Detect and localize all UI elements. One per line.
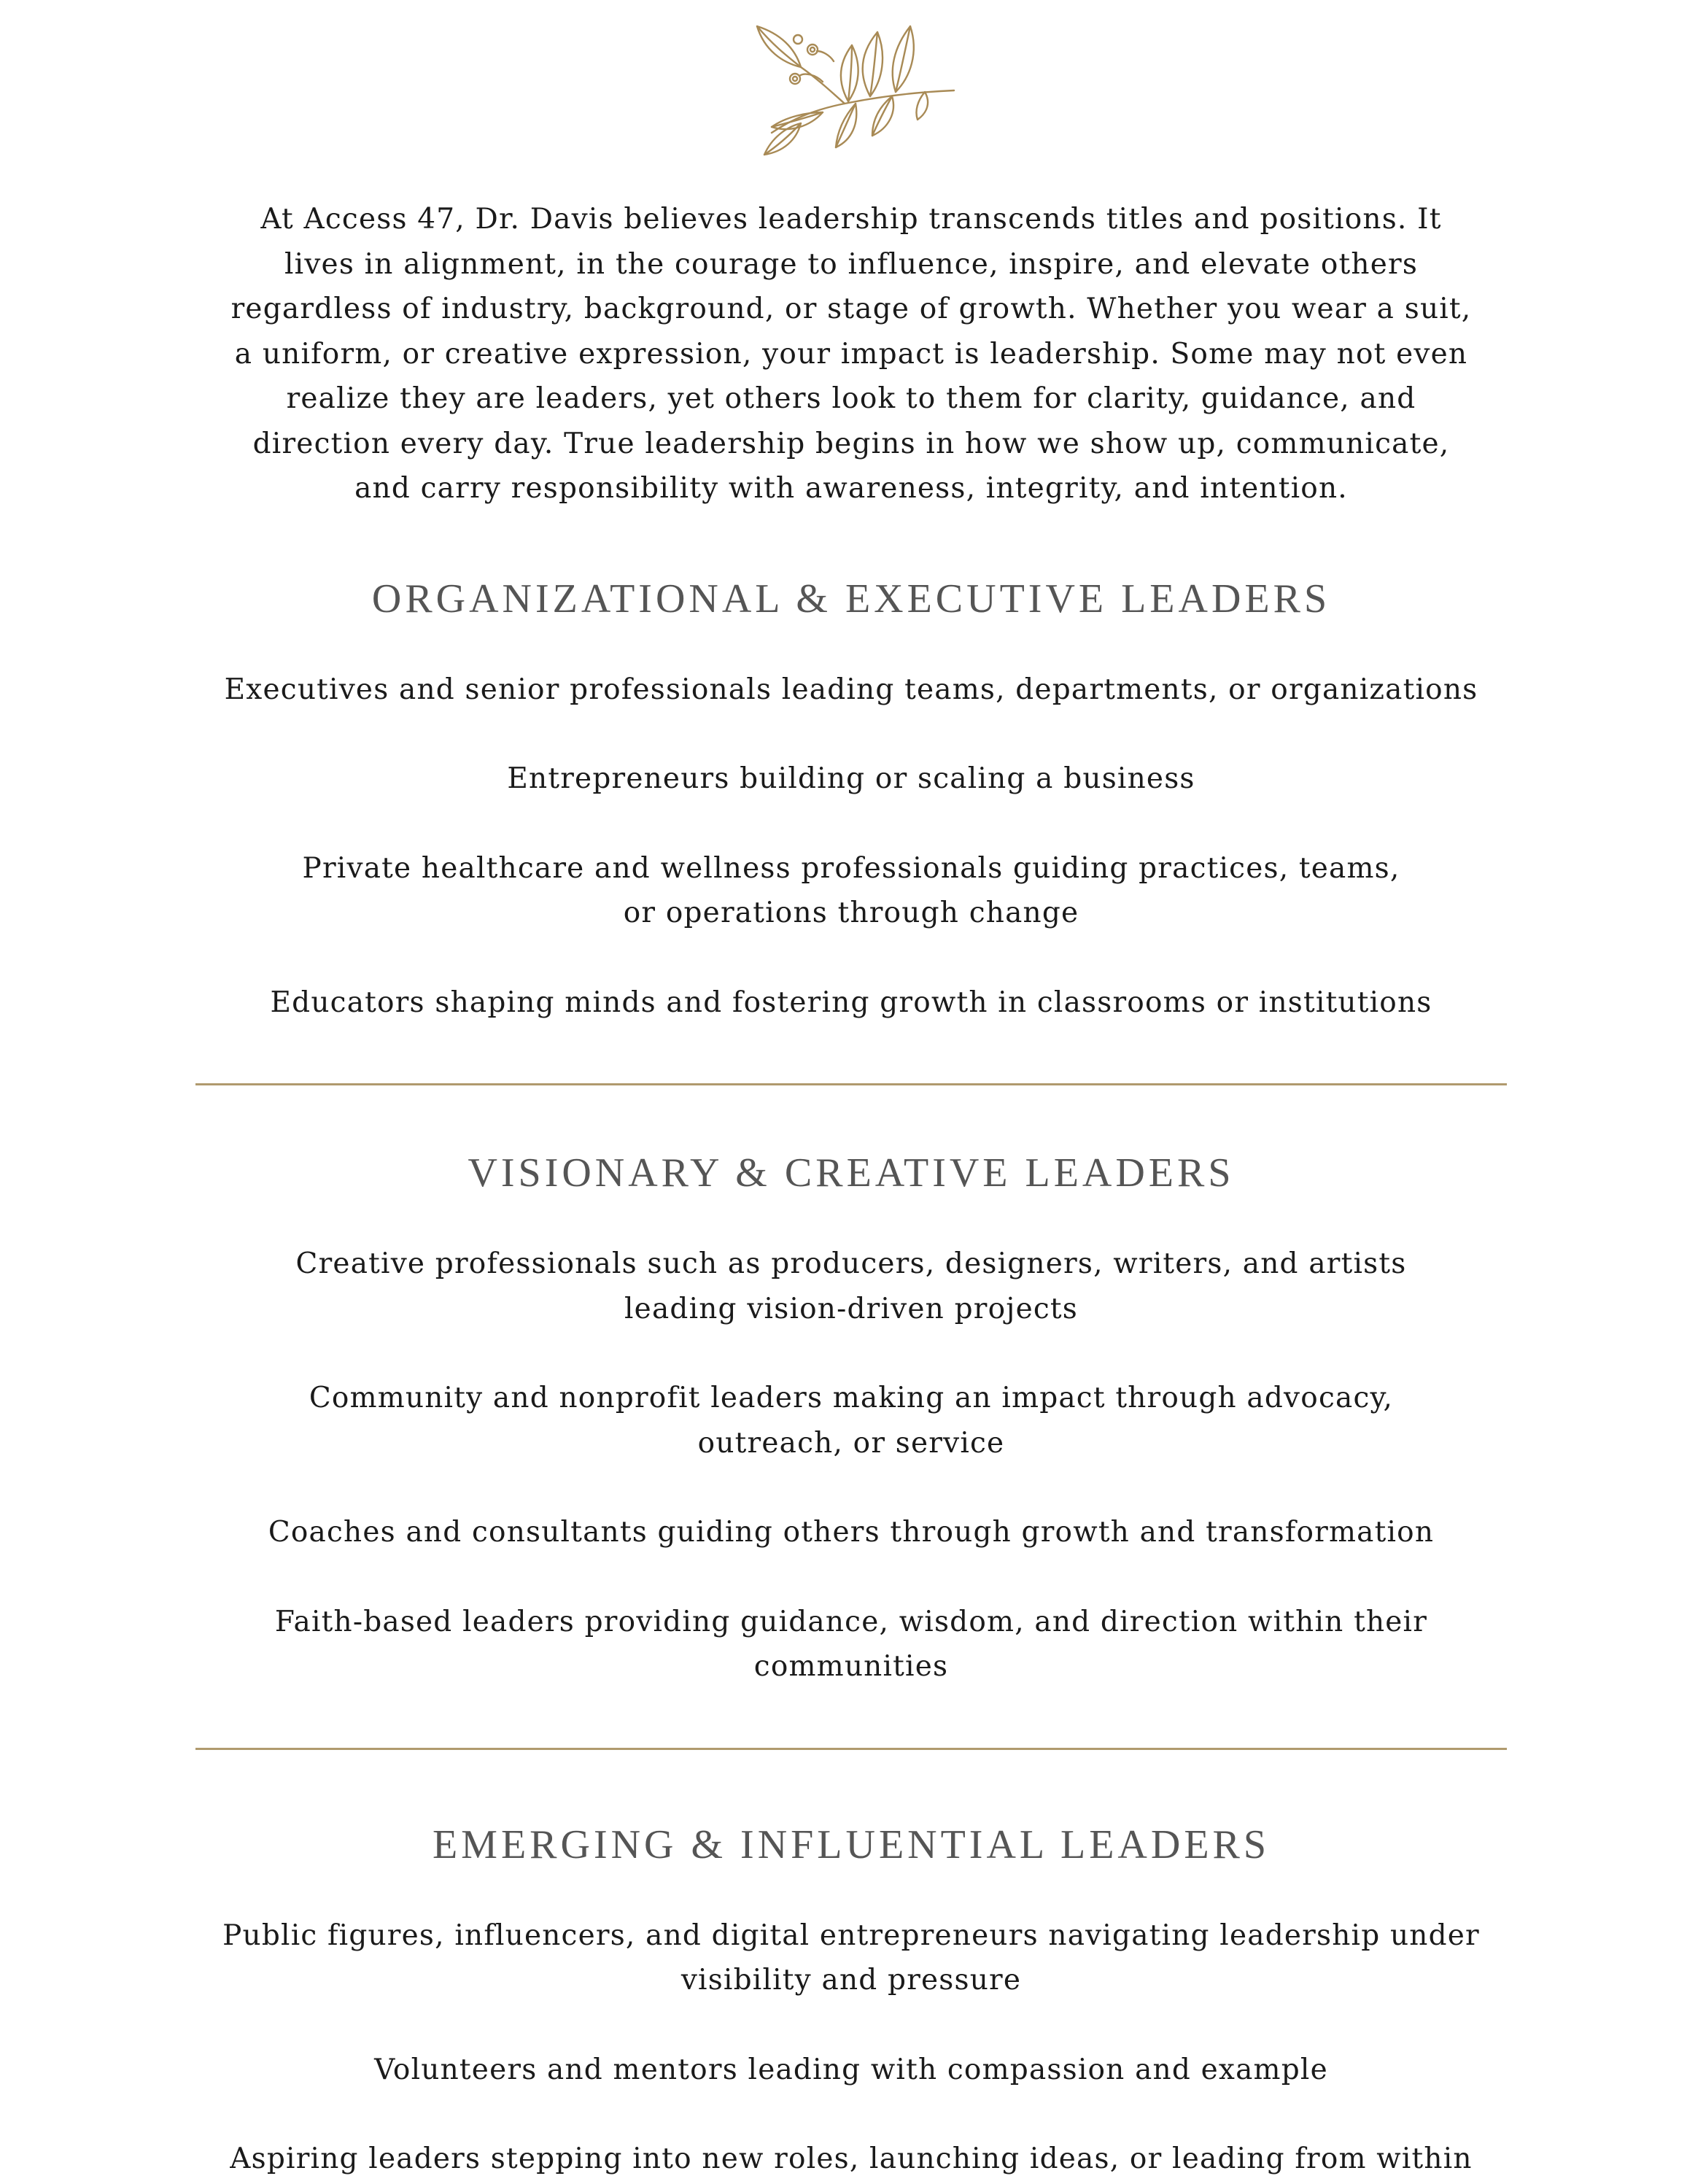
section-title-visionary: VISIONARY & CREATIVE LEADERS (468, 1150, 1235, 1196)
list-item: Creative professionals such as producers, designers, writers, and artists leading vision-driven projects (295, 1247, 1407, 1325)
list-item: Public figures, influencers, and digital entrepreneurs navigating leadership under visibility and pressure (222, 1918, 1480, 1997)
list-item: Executives and senior professionals leading teams, departments, or organizations (224, 673, 1478, 706)
intro-paragraph: At Access 47, Dr. Davis believes leadership transcends titles and positions. It lives in alignment, in the courage to influence, inspire, and elevate others regardless of industry, background, or stage of growth. Whether you wear a suit, a uniform, or creative expression, your impact is leadership. Some may not even realize they are leaders, yet others look to them for clarity, guidance, and direction every day. True leadership begins in how we show up, communicate, and carry responsibility with awareness, integrity, and intention. (230, 203, 1472, 505)
list-item: Private healthcare and wellness professionals guiding practices, teams, or operations through change (302, 851, 1400, 929)
list-item: Entrepreneurs building or scaling a business (507, 762, 1195, 795)
list-item: Aspiring leaders stepping into new roles, launching ideas, or leading from within (230, 2142, 1473, 2175)
olive-branch-icon (713, 10, 961, 156)
list-item: Educators shaping minds and fostering growth in classrooms or institutions (270, 985, 1432, 1019)
list-item: Faith-based leaders providing guidance, wisdom, and direction within their communities (274, 1605, 1428, 1683)
content (195, 197, 1507, 2182)
list-item: Volunteers and mentors leading with compassion and example (374, 2053, 1328, 2086)
section-title-emerging: EMERGING & INFLUENTIAL LEADERS (432, 1821, 1271, 1867)
list-item: Community and nonprofit leaders making an impact through advocacy, outreach, or service (309, 1382, 1394, 1460)
section-title-organizational: ORGANIZATIONAL & EXECUTIVE LEADERS (371, 576, 1331, 621)
list-item: Coaches and consultants guiding others through growth and transformation (268, 1516, 1435, 1549)
